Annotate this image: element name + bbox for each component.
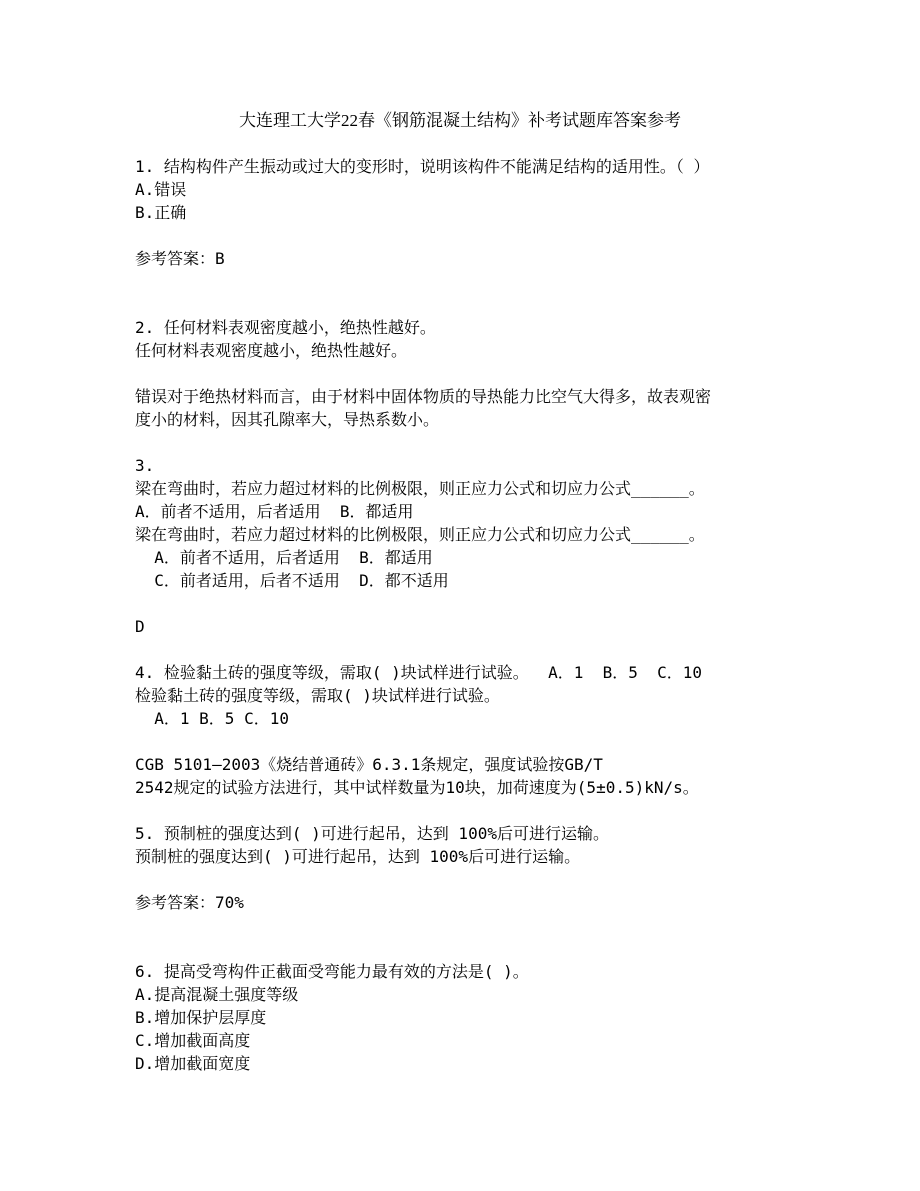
document-title: 大连理工大学22春《钢筋混凝土结构》补考试题库答案参考 bbox=[239, 111, 681, 130]
q6-option-c: C.增加截面高度 bbox=[135, 1031, 251, 1050]
q5-stem: 5. 预制桩的强度达到( )可进行起吊，达到 100%后可进行运输。 bbox=[135, 824, 609, 843]
q5-stem-repeat: 预制桩的强度达到( )可进行起吊，达到 100%后可进行运输。 bbox=[135, 847, 581, 866]
q1-option-b: B.正确 bbox=[135, 203, 187, 222]
q1-stem: 1. 结构构件产生振动或过大的变形时，说明该构件不能满足结构的适用性。（ ） bbox=[135, 157, 710, 176]
q2-stem: 2. 任何材料表观密度越小，绝热性越好。 bbox=[135, 318, 436, 337]
q4-stem: 4. 检验黏土砖的强度等级，需取( )块试样进行试验。 A．1 B．5 C．10 bbox=[135, 663, 703, 682]
q6-option-d: D.增加截面宽度 bbox=[135, 1054, 251, 1073]
q4-answer-line-1: CGB 5101—2003《烧结普通砖》6.3.1条规定，强度试验按GB/T bbox=[135, 755, 603, 774]
q5-answer: 参考答案：70% bbox=[135, 893, 244, 912]
q6-stem: 6. 提高受弯构件正截面受弯能力最有效的方法是( )。 bbox=[135, 962, 529, 981]
spacer bbox=[135, 293, 895, 316]
q2-answer-line-2: 度小的材料，因其孔隙率大，导热系数小。 bbox=[135, 410, 440, 429]
q3-number: 3. bbox=[135, 456, 155, 475]
spacer bbox=[135, 868, 895, 891]
spacer bbox=[135, 362, 895, 385]
spacer bbox=[135, 914, 895, 937]
q6-option-b: B.增加保护层厚度 bbox=[135, 1008, 267, 1027]
q6-option-a: A.提高混凝土强度等级 bbox=[135, 985, 299, 1004]
q3-stem: 梁在弯曲时，若应力超过材料的比例极限，则正应力公式和切应力公式______。 bbox=[135, 479, 705, 498]
spacer bbox=[135, 270, 895, 293]
q2-stem-repeat: 任何材料表观密度越小，绝热性越好。 bbox=[135, 341, 408, 360]
spacer bbox=[135, 224, 895, 247]
spacer bbox=[135, 638, 895, 661]
spacer bbox=[135, 730, 895, 753]
q4-answer-line-2: 2542规定的试验方法进行，其中试样数量为10块，加荷速度为(5±0.5)kN/s。 bbox=[135, 778, 699, 797]
q2-answer-line-1: 错误对于绝热材料而言，由于材料中固体物质的导热能力比空气大得多，故表观密 bbox=[135, 387, 712, 406]
q3-options-ab-repeat: A．前者不适用，后者适用 B．都适用 bbox=[135, 548, 433, 567]
spacer bbox=[135, 431, 895, 454]
spacer bbox=[135, 799, 895, 822]
q1-answer: 参考答案：B bbox=[135, 249, 225, 268]
spacer bbox=[135, 592, 895, 615]
q3-answer: D bbox=[135, 617, 145, 636]
q3-stem-repeat: 梁在弯曲时，若应力超过材料的比例极限，则正应力公式和切应力公式______。 bbox=[135, 525, 705, 544]
q3-options-ab: A．前者不适用，后者适用 B．都适用 bbox=[135, 502, 414, 521]
q1-option-a: A.错误 bbox=[135, 180, 187, 199]
document-body bbox=[135, 155, 895, 1075]
q4-stem-repeat: 检验黏土砖的强度等级，需取( )块试样进行试验。 bbox=[135, 686, 500, 705]
q3-options-cd: C．前者适用，后者不适用 D．都不适用 bbox=[135, 571, 449, 590]
q4-options: A．1 B．5 C．10 bbox=[135, 709, 289, 728]
spacer bbox=[135, 937, 895, 960]
